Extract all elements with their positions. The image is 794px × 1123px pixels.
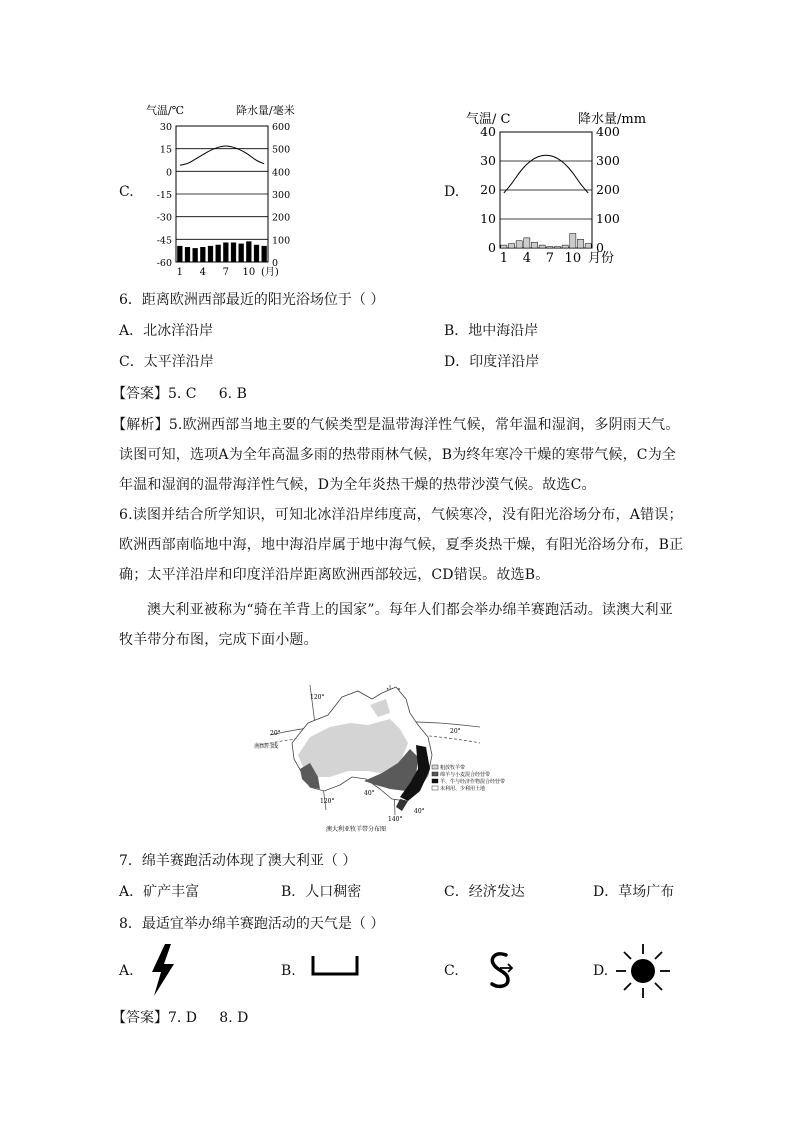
analysis-line-5: 欧洲西部南临地中海，地中海沿岸属于地中海气候，夏季炎热干燥，有阳光浴场分布，B正 xyxy=(119,537,684,553)
q6-stem: 6．距离欧洲西部最近的阳光浴场位于（ ） xyxy=(119,292,385,308)
chart-c-left-tick: 0 xyxy=(165,167,172,179)
chart-d-right-tick: 300 xyxy=(596,153,620,168)
chart-c-precip-bar xyxy=(254,245,259,262)
chart-c-x-tick: 4 xyxy=(199,267,207,278)
australia-sheep-map xyxy=(250,685,510,835)
map-label-tropic: 南回归线 xyxy=(254,743,279,750)
chart-d-right-tick: 100 xyxy=(596,211,620,226)
q6-option-c: C．太平洋沿岸 xyxy=(119,354,214,370)
sunny-icon xyxy=(614,942,672,1000)
chart-d-right-tick: 400 xyxy=(596,124,620,139)
chart-c-right-tick: 0 xyxy=(272,258,279,269)
chart-d-precip-bar xyxy=(547,247,553,248)
analysis-line-4: 6.读图并结合所学知识，可知北冰洋沿岸纬度高，气候寒冷，没有阳光浴场分布，A错误； xyxy=(119,507,683,523)
chart-d-left-tick: 20 xyxy=(480,182,496,197)
chart-d-left-tick: 40 xyxy=(480,124,496,139)
option-c-label: C. xyxy=(119,184,134,200)
answer-text-2: 7. D 8. D xyxy=(168,1010,249,1026)
map-legend-1: 粗放牧羊带 xyxy=(440,765,466,771)
chart-c-precip-bar xyxy=(200,247,205,262)
chart-d-precip-bar xyxy=(524,238,530,248)
chart-d-temp-title: 气温/ C xyxy=(466,112,511,127)
chart-c-right-tick: 100 xyxy=(272,235,291,247)
chart-d-precip-bar xyxy=(501,245,507,248)
map-caption: 澳大利亚牧羊带分布图 xyxy=(326,826,387,833)
analysis-block xyxy=(112,410,682,590)
chart-c-left-tick: -60 xyxy=(156,258,172,269)
q8-stem: 8．最适宜举办绵羊赛跑活动的天气是（ ） xyxy=(119,916,385,932)
chart-c-precip-bar xyxy=(231,243,236,262)
chart-d-precip-title: 降水量/mm xyxy=(578,112,647,127)
q7-option-b: B．人口稠密 xyxy=(281,884,362,900)
answer-block-2 xyxy=(112,1008,248,1028)
q6-option-b: B．地中海沿岸 xyxy=(444,323,539,339)
chart-c-left-tick: -15 xyxy=(156,190,172,201)
intro-line-1: 澳大利亚被称为“骑在羊背上的国家”。每年人们都会举办绵羊赛跑活动。读澳大利亚 xyxy=(147,602,673,618)
chart-d-precip-bar xyxy=(508,244,514,248)
chart-c-x-unit: (月) xyxy=(261,267,279,278)
map-label-20-right: 20° xyxy=(450,728,461,735)
chart-d-right-tick: 200 xyxy=(596,182,620,197)
intro-block xyxy=(119,595,689,655)
chart-c-precip-title: 降水量/毫米 xyxy=(236,104,295,117)
q7-option-c: C．经济发达 xyxy=(444,884,525,900)
chart-c-precip-bar xyxy=(208,246,213,262)
map-label-20-left: 20° xyxy=(270,730,281,737)
q8-option-c: C. xyxy=(444,963,459,979)
analysis-line-1: 【解析】5.欧洲西部当地主要的气候类型是温带海洋性气候，常年温和湿润，多阴雨天气。 xyxy=(112,417,680,433)
q7-stem: 7．绵羊赛跑活动体现了澳大利亚（ ） xyxy=(119,853,357,869)
chart-c-right-tick: 600 xyxy=(272,122,291,133)
chart-d-x-tick: 4 xyxy=(522,251,531,266)
chart-d-precip-bar xyxy=(531,242,537,248)
analysis-line-6: 确；太平洋沿岸和印度洋沿岸距离欧洲西部较远，CD错误。故选B。 xyxy=(119,567,550,583)
map-legend-2: 绵羊与小麦混合经营带 xyxy=(440,772,491,778)
chart-d-x-unit: 月份 xyxy=(588,251,615,266)
chart-c-precip-bar xyxy=(177,246,182,262)
q6-option-d: D．印度洋沿岸 xyxy=(444,354,540,370)
chart-d-right-tick: 0 xyxy=(596,240,604,255)
chart-c-left-tick: -30 xyxy=(156,212,172,224)
chart-c-temp-title: 气温/℃ xyxy=(146,104,185,117)
chart-c-precip-bar xyxy=(185,247,190,262)
lightning-icon xyxy=(146,944,178,998)
chart-c-precip-bar xyxy=(246,242,251,262)
chart-d-left-tick: 30 xyxy=(480,153,496,168)
climate-chart-d xyxy=(460,108,660,268)
chart-d-precip-bar xyxy=(577,239,583,248)
answer-tag: 【答案】 xyxy=(112,386,168,402)
chart-d-precip-bar xyxy=(585,244,591,248)
answer-block-1 xyxy=(112,384,247,404)
map-label-120-bottom: 120° xyxy=(320,798,335,805)
chart-d-precip-bar xyxy=(539,245,545,248)
q8-option-a: A. xyxy=(119,963,134,979)
chart-c-x-tick: 1 xyxy=(176,267,184,278)
intro-line-2: 牧羊带分布图，完成下面小题。 xyxy=(119,632,318,648)
chart-d-x-tick: 10 xyxy=(564,251,582,266)
q6-option-a: A．北冰洋沿岸 xyxy=(119,323,214,339)
typhoon-icon xyxy=(484,950,520,990)
chart-c-precip-bar xyxy=(239,244,244,262)
chart-c-right-tick: 400 xyxy=(272,167,291,179)
q7-option-d: D．草场广布 xyxy=(593,884,675,900)
chart-d-left-tick: 0 xyxy=(488,240,496,255)
answer-tag-2: 【答案】 xyxy=(112,1010,168,1026)
map-label-140-bottom: 140° xyxy=(388,816,403,823)
map-label-40-left: 40° xyxy=(364,790,375,797)
chart-c-precip-bar xyxy=(223,243,228,262)
sandstorm-icon xyxy=(310,954,360,978)
chart-c-right-tick: 200 xyxy=(272,212,291,224)
climate-chart-c xyxy=(140,100,320,280)
analysis-line-2: 读图可知，选项A为全年高温多雨的热带雨林气候，B为终年寒冷干燥的寒带气候，C为全 xyxy=(119,447,677,463)
chart-c-precip-bar xyxy=(262,246,267,262)
chart-d-precip-bar xyxy=(554,247,560,248)
chart-c-x-tick: 7 xyxy=(222,267,230,278)
chart-c-right-tick: 500 xyxy=(272,144,291,156)
map-label-40-right: 40° xyxy=(414,808,425,815)
chart-c-x-tick: 10 xyxy=(242,267,256,278)
map-legend-3: 羊、牛与经济作物混合经营带 xyxy=(440,779,506,785)
chart-c-left-tick: 15 xyxy=(159,144,172,156)
map-legend-4: 未利用、少利用土地 xyxy=(440,786,486,792)
chart-d-precip-bar xyxy=(562,245,568,248)
chart-d-precip-bar xyxy=(570,234,576,249)
chart-d-precip-bar xyxy=(516,241,522,248)
chart-c-precip-bar xyxy=(216,245,221,262)
chart-d-left-tick: 10 xyxy=(480,211,496,226)
analysis-line-3: 年温和湿润的温带海洋性气候，D为全年炎热干燥的热带沙漠气候。故选C。 xyxy=(119,477,596,493)
chart-d-x-tick: 7 xyxy=(545,251,554,266)
map-label-120-top: 120° xyxy=(310,694,325,701)
chart-c-right-tick: 300 xyxy=(272,190,291,201)
answer-text: 5. C 6. B xyxy=(168,386,247,402)
q7-option-a: A．矿产丰富 xyxy=(119,884,200,900)
q8-option-b: B. xyxy=(281,963,296,979)
analysis-tag: 【解析】 xyxy=(112,417,169,433)
chart-c-left-tick: -45 xyxy=(156,235,172,247)
q8-option-d: D. xyxy=(593,963,609,979)
chart-d-x-tick: 1 xyxy=(499,251,508,266)
chart-c-left-tick: 30 xyxy=(159,122,172,133)
option-d-label: D. xyxy=(444,184,460,200)
chart-c-precip-bar xyxy=(193,248,198,262)
